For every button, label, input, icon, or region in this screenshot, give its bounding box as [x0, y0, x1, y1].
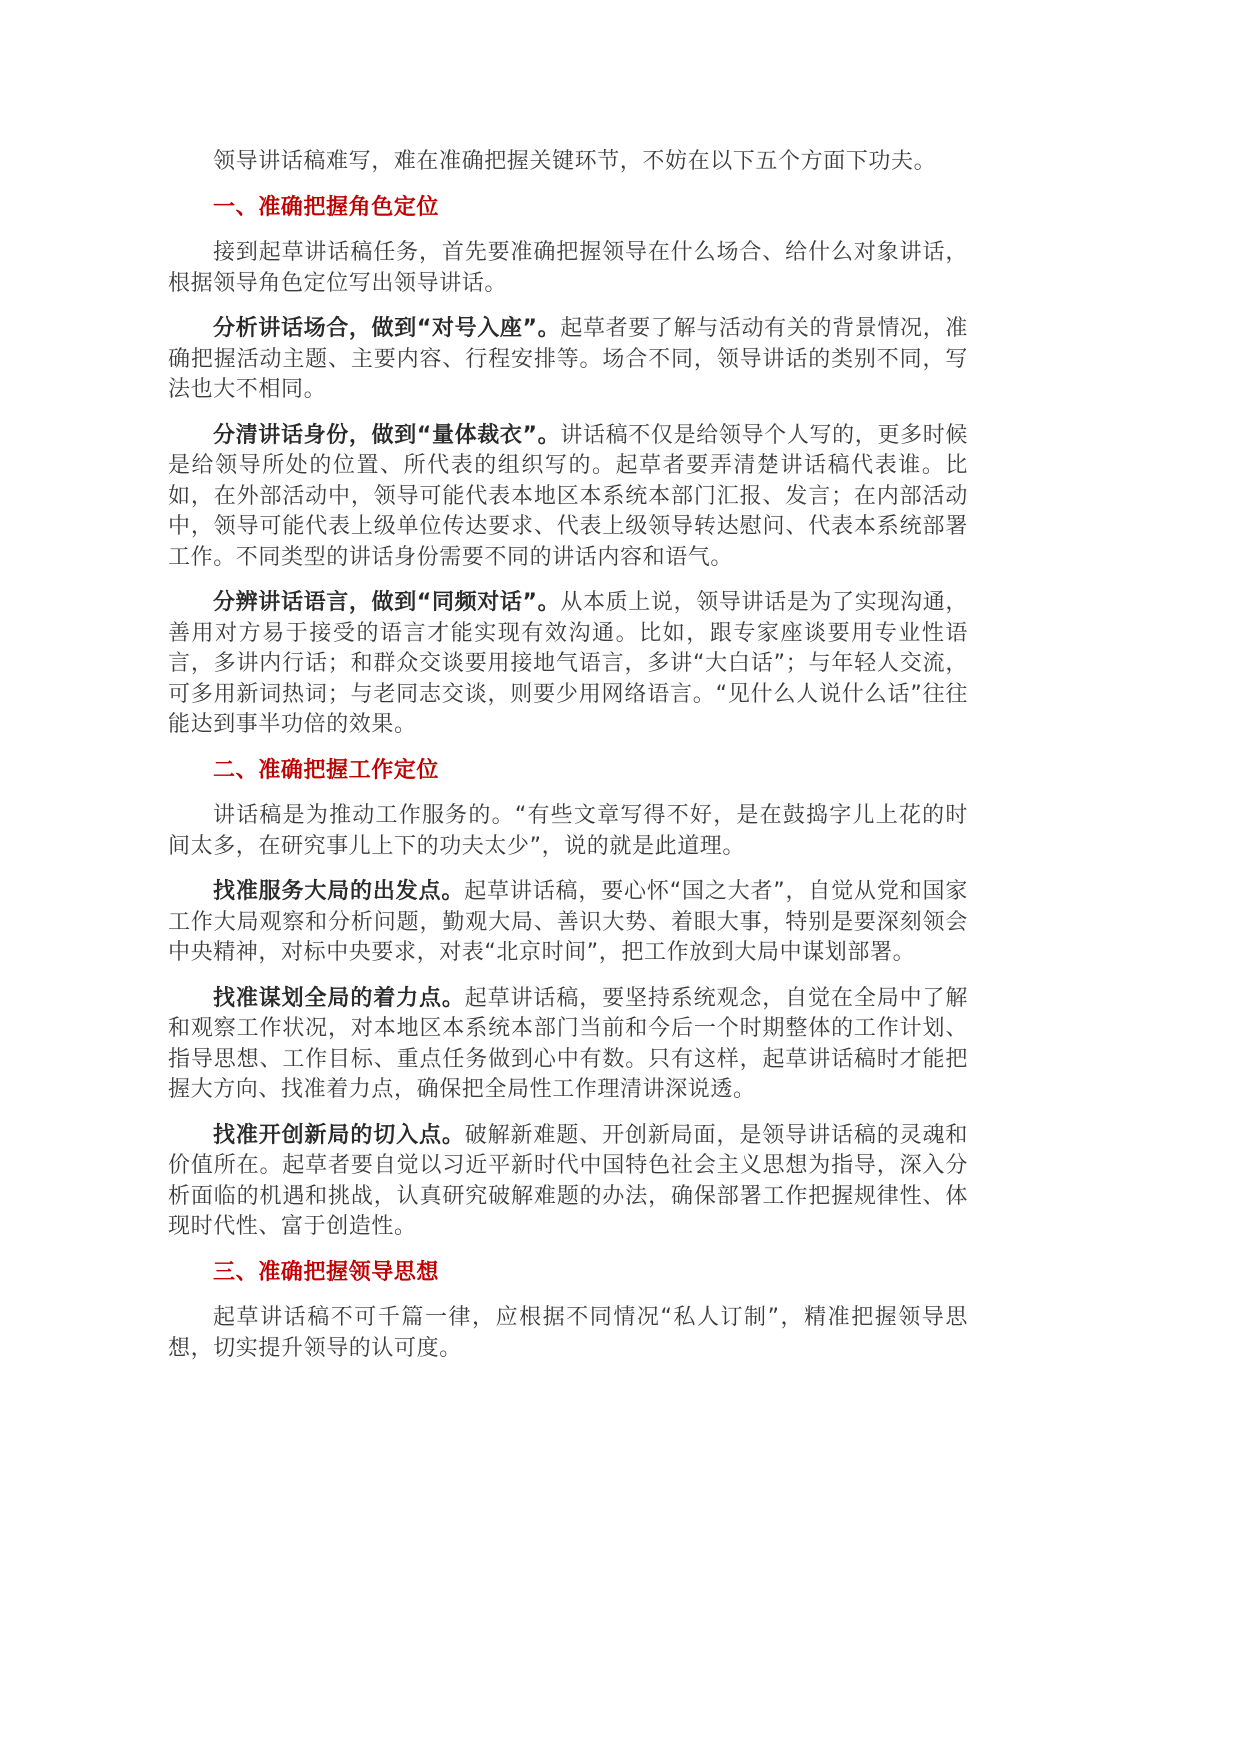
section-3-intro: 起草讲话稿不可千篇一律，应根据不同情况“私人订制”，精准把握领导思想，切实提升领导的认可度。 — [168, 1305, 968, 1361]
section-1-point-2 — [168, 421, 968, 574]
point-lead: 分辨讲话语言，做到“同频对话”。 — [213, 590, 561, 615]
section-heading-2: 二、准确把握工作定位 — [213, 757, 440, 783]
point-lead: 分清讲话身份，做到“量体裁衣”。 — [213, 422, 561, 448]
point-lead: 找准开创新局的切入点。 — [213, 1122, 465, 1148]
section-1-intro: 接到起草讲话稿任务，首先要准确把握领导在什么场合、给什么对象讲话，根据领导角色定位写出领导讲话。 — [168, 240, 968, 296]
intro-paragraph: 领导讲话稿难写，难在准确把握关键环节，不妨在以下五个方面下功夫。 — [213, 149, 937, 174]
point-lead: 分析讲话场合，做到“对号入座”。 — [213, 316, 561, 341]
point-lead: 找准服务大局的出发点。 — [213, 879, 465, 904]
point-lead: 找准谋划全局的着力点。 — [213, 985, 465, 1011]
document-page — [168, 147, 968, 1379]
section-2-point-2 — [168, 984, 968, 1106]
point-body: 从本质上说，领导讲话是为了实现沟通，善用对方易于接受的语言才能实现有效沟通。比如，跟专家座谈要用专业性语言，多讲内行话；和群众交谈要用接地气语言，多讲“大白话”；与年轻人交流，可多用新词热词；与老同志交谈，则要少用网络语言。“见什么人说什么话”往往能达到事半功倍的效果。 — [168, 590, 968, 737]
section-2-point-3 — [168, 1121, 968, 1243]
point-body: 破解新难题、开创新局面，是领导讲话稿的灵魂和价值所在。起草者要自觉以习近平新时代中国特色社会主义思想为指导，深入分析面临的机遇和挑战，认真研究破解难题的办法，确保部署工作把握规律性、体现时代性、富于创造性。 — [168, 1122, 968, 1239]
section-heading-3: 三、准确把握领导思想 — [213, 1259, 440, 1285]
section-2-point-1 — [168, 877, 968, 969]
section-1-point-3 — [168, 588, 968, 741]
point-body: 起草者要了解与活动有关的背景情况，准确把握活动主题、主要内容、行程安排等。场合不同，领导讲话的类别不同，写法也大不相同。 — [168, 316, 968, 402]
point-body: 起草讲话稿，要坚持系统观念，自觉在全局中了解和观察工作状况，对本地区本系统本部门当前和今后一个时期整体的工作计划、指导思想、工作目标、重点任务做到心中有数。只有这样，起草讲话稿时才能把握大方向、找准着力点，确保把全局性工作理清讲深说透。 — [168, 985, 968, 1102]
section-2-intro: 讲话稿是为推动工作服务的。“有些文章写得不好，是在鼓捣字儿上花的时间太多，在研究事儿上下的功夫太少”，说的就是此道理。 — [168, 803, 968, 859]
section-heading-1: 一、准确把握角色定位 — [213, 194, 440, 220]
point-body: 起草讲话稿，要心怀“国之大者”，自觉从党和国家工作大局观察和分析问题，勤观大局、善识大势、着眼大事，特别是要深刻领会中央精神，对标中央要求，对表“北京时间”，把工作放到大局中谋划部署。 — [168, 879, 968, 965]
point-body: 讲话稿不仅是给领导个人写的，更多时候是给领导所处的位置、所代表的组织写的。起草者要弄清楚讲话稿代表谁。比如，在外部活动中，领导可能代表本地区本系统本部门汇报、发言；在内部活动中，领导可能代表上级单位传达要求、代表上级领导转达慰问、代表本系统部署工作。不同类型的讲话身份需要不同的讲话内容和语气。 — [168, 422, 968, 570]
section-1-point-1 — [168, 314, 968, 406]
